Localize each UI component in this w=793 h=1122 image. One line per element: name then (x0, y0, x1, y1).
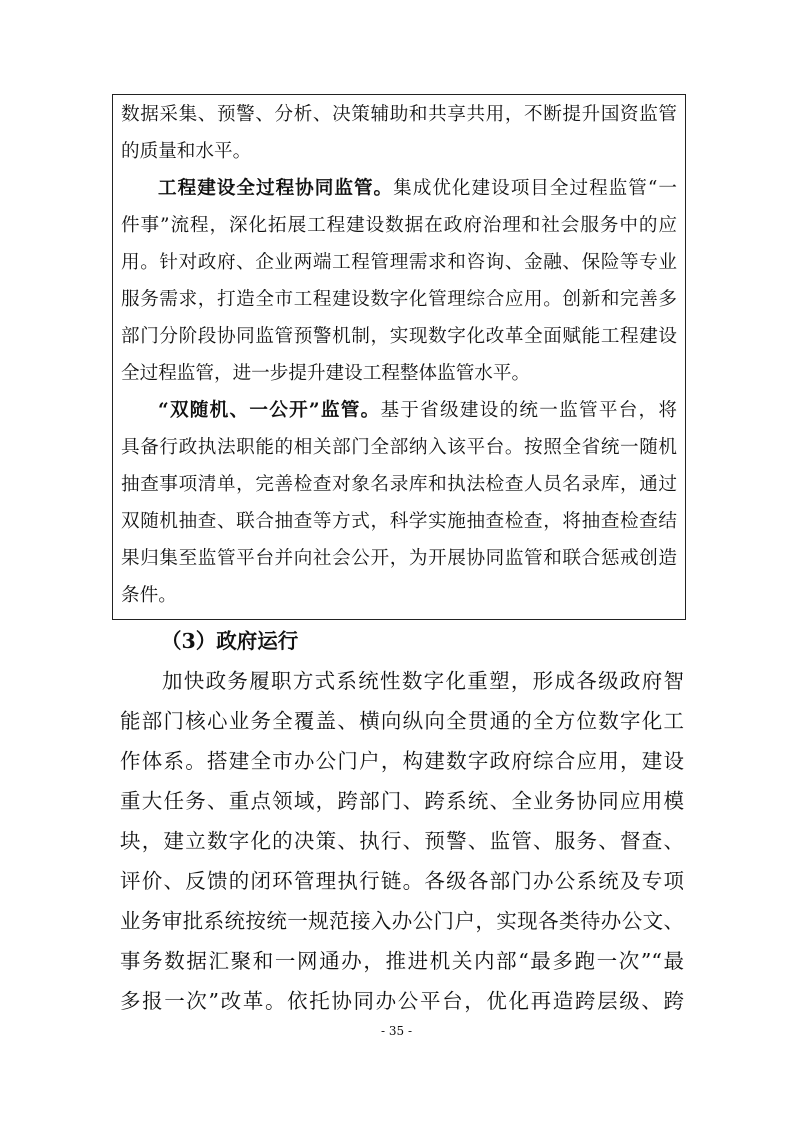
body-line-9: 多报一次”改革。依托协同办公平台，优化再造跨层级、跨 (120, 989, 684, 1013)
box-paragraph-2-title: 工程建设全过程协同监管。 (158, 178, 394, 199)
box-paragraph-2-first-line (158, 175, 677, 203)
body-line-8: 事务数据汇聚和一网通办，推进机关内部“最多跑一次”“最 (120, 949, 684, 973)
section-heading: （3）政府运行 (161, 629, 299, 653)
body-line-3: 作体系。搭建全市办公门户，构建数字政府综合应用，建设 (120, 749, 684, 773)
box-line-4: 件事”流程，深化拓展工程建设数据在政府治理和社会服务中的应 (121, 215, 677, 236)
box-line-12: 双随机抽查、联合抽查等方式，科学实施抽查检查，将抽查检查结 (121, 511, 677, 532)
body-line-2: 能部门核心业务全覆盖、横向纵向全贯通的全方位数字化工 (120, 709, 684, 733)
box-paragraph-3-title: “双随机、一公开”监管。 (158, 400, 381, 421)
body-line-5: 块，建立数字化的决策、执行、预警、监管、服务、督查、 (120, 829, 684, 853)
page-number: - 35 - (380, 1024, 412, 1038)
box-line-11: 抽查事项清单，完善检查对象名录库和执法检查人员名录库，通过 (121, 474, 677, 495)
box-line-5: 用。针对政府、企业两端工程管理需求和咨询、金融、保险等专业 (121, 252, 677, 273)
body-line-7: 业务审批系统按统一规范接入办公门户，实现各类待办公文、 (120, 909, 684, 933)
box-line-6: 服务需求，打造全市工程建设数字化管理综合应用。创新和完善多 (121, 289, 677, 310)
box-line-2: 的质量和水平。 (121, 141, 252, 162)
box-paragraph-2-first-text: 集成优化建设项目全过程监管“一 (393, 178, 677, 199)
box-line-7: 部门分阶段协同监管预警机制，实现数字化改革全面赋能工程建设 (121, 326, 677, 347)
body-line-4: 重大任务、重点领域，跨部门、跨系统、全业务协同应用模 (120, 789, 684, 813)
box-paragraph-3-first-text: 基于省级建设的统一监管平台，将 (380, 400, 677, 421)
box-line-8: 全过程监管，进一步提升建设工程整体监管水平。 (121, 363, 531, 384)
box-line-1: 数据采集、预警、分析、决策辅助和共享共用，不断提升国资监管 (121, 104, 677, 125)
boxed-text-panel (112, 94, 686, 620)
box-line-10: 具备行政执法职能的相关部门全部纳入该平台。按照全省统一随机 (121, 437, 677, 458)
body-line-1: 加快政务履职方式系统性数字化重塑，形成各级政府智 (162, 669, 684, 693)
body-line-6: 评价、反馈的闭环管理执行链。各级各部门办公系统及专项 (120, 869, 684, 893)
box-line-14: 条件。 (121, 585, 177, 606)
box-line-13: 果归集至监管平台并向社会公开，为开展协同监管和联合惩戒创造 (121, 548, 677, 569)
box-paragraph-3-first-line (158, 397, 677, 425)
